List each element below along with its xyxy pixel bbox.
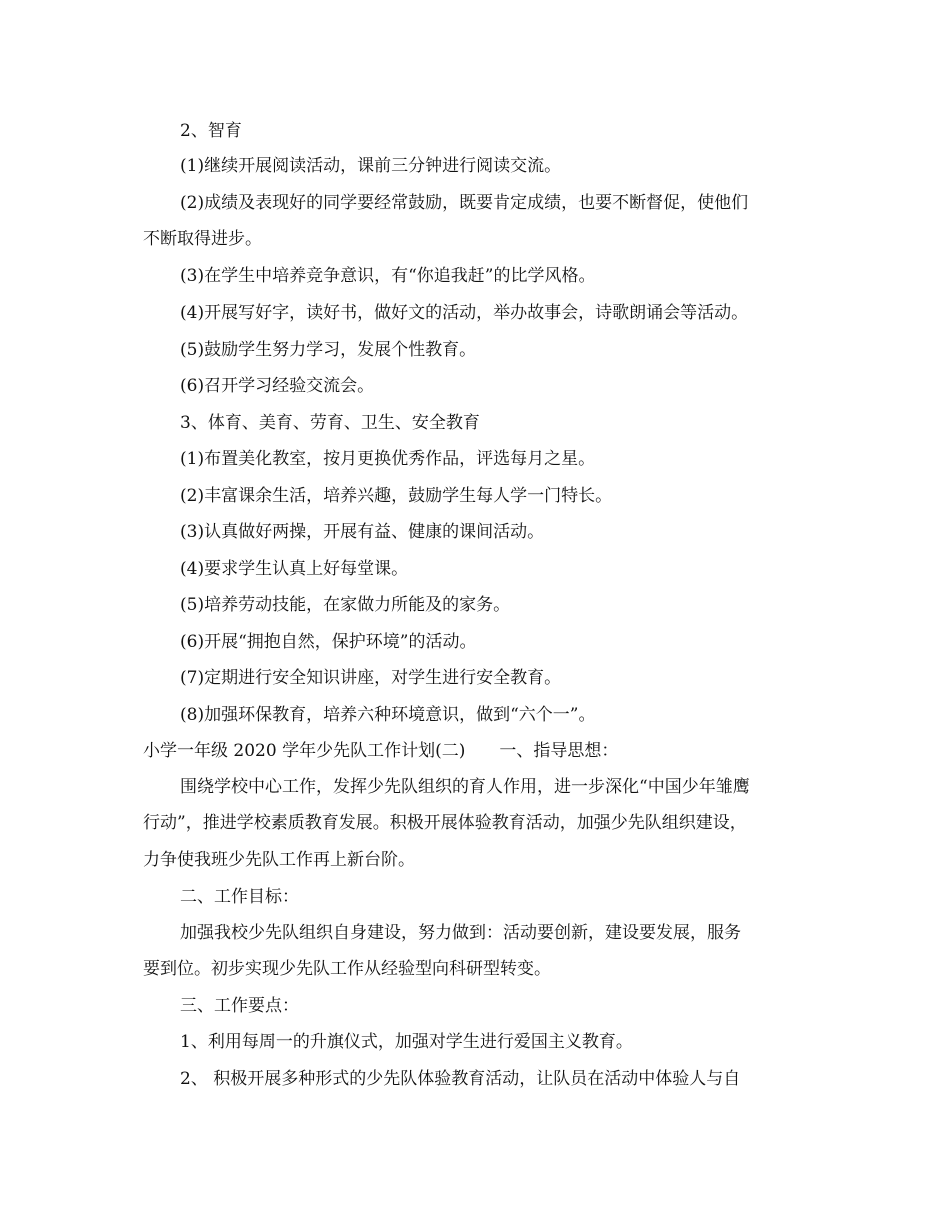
paragraph-line: 1、利用每周一的升旗仪式，加强对学生进行爱国主义教育。 [180, 1032, 633, 1052]
paragraph-line: 行动”，推进学校素质教育发展。积极开展体验教育活动，加强少先队组织建设， [143, 813, 747, 833]
plan-title: 小学一年级 2020 学年少先队工作计划(二) 一、指导思想： [143, 741, 619, 761]
paragraph-line: (2)成绩及表现好的同学要经常鼓励，既要肯定成绩，也要不断督促，使他们 [180, 193, 749, 213]
paragraph-line: (5)培养劳动技能，在家做力所能及的家务。 [180, 595, 511, 615]
paragraph-line: 不断取得进步。 [143, 229, 262, 249]
paragraph-line: 2、 积极开展多种形式的少先队体验教育活动，让队员在活动中体验人与自 [180, 1069, 741, 1089]
paragraph-line: 围绕学校中心工作，发挥少先队组织的育人作用，进一步深化“中国少年雏鹰 [180, 777, 750, 797]
paragraph-line: (4)开展写好字，读好书，做好文的活动，举办故事会，诗歌朗诵会等活动。 [180, 303, 749, 323]
paragraph-line: (7)定期进行安全知识讲座，对学生进行安全教育。 [180, 668, 562, 688]
paragraph-line: (8)加强环保教育，培养六种环境意识，做到“六个一”。 [180, 705, 596, 725]
paragraph-line: (3)认真做好两操，开展有益、健康的课间活动。 [180, 522, 545, 542]
section-heading-intellectual: 2、智育 [180, 121, 242, 141]
paragraph-line: (3)在学生中培养竞争意识，有“你追我赶”的比学风格。 [180, 266, 596, 286]
paragraph-line: (2)丰富课余生活，培养兴趣，鼓励学生每人学一门特长。 [180, 486, 613, 506]
section-heading-physical: 3、体育、美育、劳育、卫生、安全教育 [180, 413, 480, 433]
paragraph-line: (1)继续开展阅读活动，课前三分钟进行阅读交流。 [180, 156, 562, 176]
paragraph-line: (1)布置美化教室，按月更换优秀作品，评选每月之星。 [180, 449, 596, 469]
paragraph-line: (6)召开学习经验交流会。 [180, 376, 375, 396]
paragraph-line: (5)鼓励学生努力学习，发展个性教育。 [180, 340, 477, 360]
paragraph-line: 要到位。初步实现少先队工作从经验型向科研型转变。 [143, 959, 551, 979]
section-heading-goals: 二、工作目标： [180, 887, 299, 907]
paragraph-line: 加强我校少先队组织自身建设，努力做到：活动要创新，建设要发展，服务 [180, 923, 741, 943]
paragraph-line: 力争使我班少先队工作再上新台阶。 [143, 850, 415, 870]
paragraph-line: (6)开展“拥抱自然，保护环境”的活动。 [180, 632, 477, 652]
paragraph-line: (4)要求学生认真上好每堂课。 [180, 559, 409, 579]
section-heading-key-points: 三、工作要点： [180, 996, 299, 1016]
